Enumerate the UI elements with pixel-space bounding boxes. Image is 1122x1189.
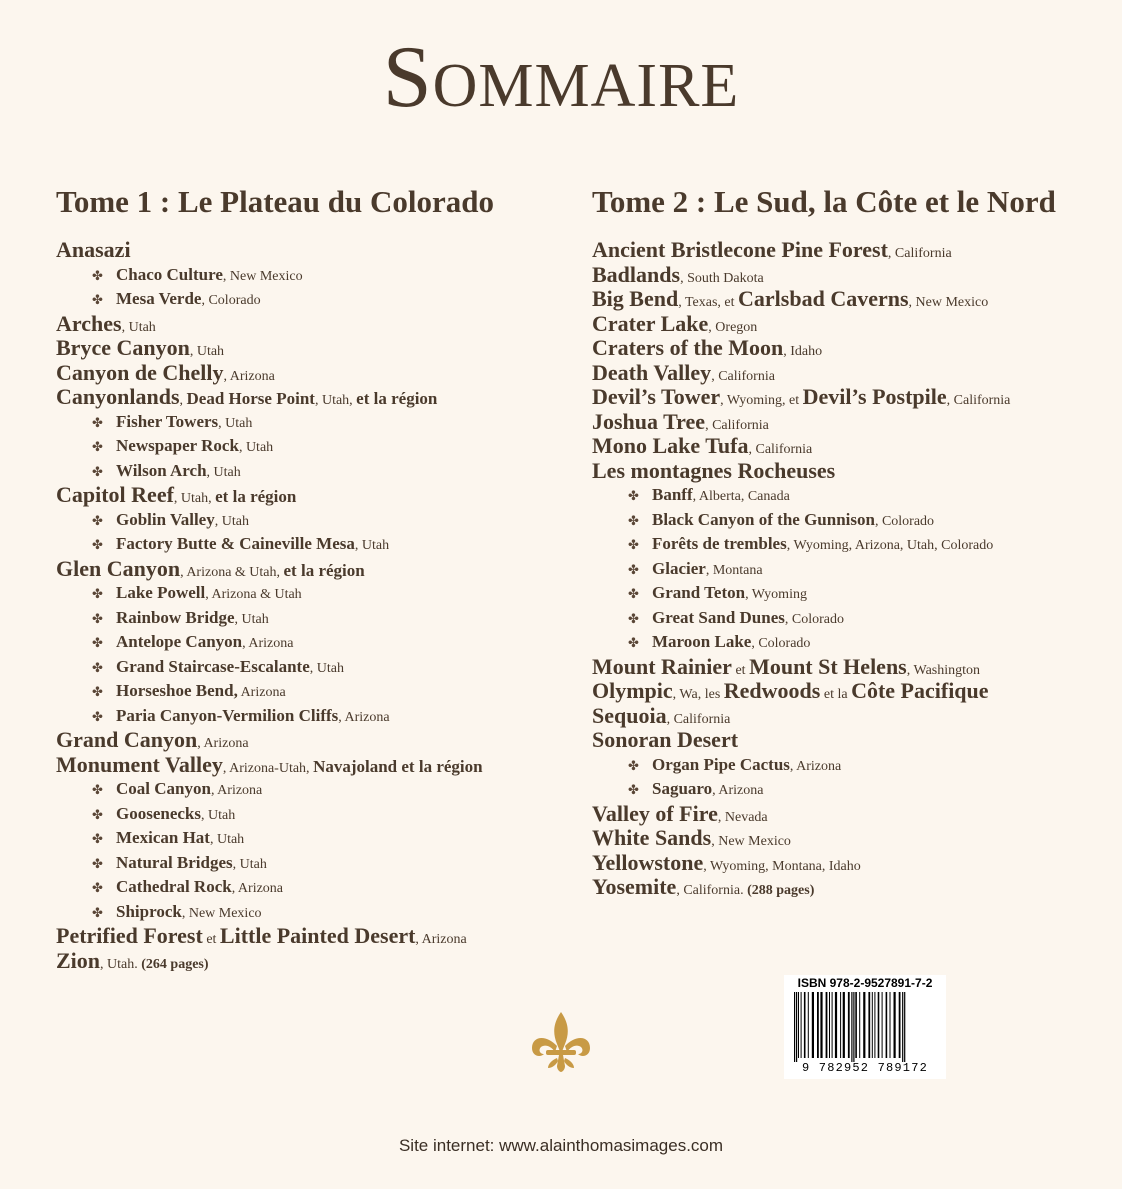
floral-bullet-icon: ✤ <box>92 685 103 700</box>
entry-name: Badlands <box>592 261 681 287</box>
entry-location: , Utah <box>214 513 249 529</box>
toc-subentry <box>592 532 1112 557</box>
entry-name: Cathedral Rock <box>116 877 232 896</box>
entry-emphasis: et la région <box>215 487 297 506</box>
toc-subentry <box>56 900 576 925</box>
entry-location: , South Dakota <box>680 270 764 286</box>
entry-location: , Utah <box>189 344 225 359</box>
entry-location: , Utah <box>354 538 390 553</box>
entry-name: Little Painted Desert <box>219 923 416 948</box>
entry-name: Natural Bridges <box>116 852 233 872</box>
entry-name: Banff <box>652 485 693 504</box>
floral-bullet-icon: ✤ <box>92 415 103 431</box>
entry-name: Great Sand Dunes <box>652 607 785 627</box>
entry-location: , California <box>705 417 769 433</box>
entry-location: , Arizona <box>231 881 284 896</box>
entry-emphasis: Navajoland et la région <box>313 756 483 776</box>
barcode-bar <box>902 992 903 1062</box>
entry-name: White Sands <box>592 825 712 850</box>
barcode-digits: 9 782952 789172 <box>801 1061 929 1075</box>
entry-name: Antelope Canyon <box>116 632 243 651</box>
toc-subentry <box>56 777 576 802</box>
floral-bullet-icon: ✤ <box>92 660 103 676</box>
entry-location: et <box>731 662 750 678</box>
entry-name: Redwoods <box>723 678 821 703</box>
floral-bullet-icon: ✤ <box>92 293 103 308</box>
toc-entry <box>56 238 576 263</box>
toc-entry <box>592 238 1112 263</box>
barcode-bar <box>829 992 830 1058</box>
floral-bullet-icon: ✤ <box>628 562 639 578</box>
toc-entry <box>592 875 1112 900</box>
floral-bullet-icon: ✤ <box>628 611 639 627</box>
toc-entry <box>56 336 576 361</box>
entry-location: , Texas, et <box>678 295 739 310</box>
toc-subentry <box>56 532 576 557</box>
toc-entry <box>56 385 576 410</box>
entry-location: , California <box>666 711 731 727</box>
entry-name: Glacier <box>652 558 706 578</box>
entry-location: , Arizona <box>415 932 467 947</box>
isbn-barcode-box <box>784 975 946 1079</box>
barcode-bar <box>853 992 854 1062</box>
barcode-bar <box>894 992 896 1058</box>
tome2-heading: Tome 2 : Le Sud, la Côte et le Nord <box>592 184 1056 219</box>
entry-location: , Wyoming <box>745 587 807 602</box>
entry-location: , Arizona <box>338 709 390 725</box>
entry-location: , New Mexico <box>711 834 791 849</box>
toc-entry <box>592 336 1112 361</box>
barcode-bar <box>812 992 814 1058</box>
toc-entry <box>56 753 576 778</box>
entry-location: , California <box>946 393 1011 408</box>
barcode-bar <box>820 992 822 1058</box>
entry-location: et la <box>820 687 852 702</box>
toc-subentry <box>56 410 576 435</box>
toc-subentry <box>56 581 576 606</box>
entry-emphasis: et la région <box>283 560 365 580</box>
floral-bullet-icon: ✤ <box>628 538 639 553</box>
floral-bullet-icon: ✤ <box>92 464 103 480</box>
entry-name: Death Valley <box>592 359 712 385</box>
entry-location: , Wyoming, Montana, Idaho <box>703 858 861 874</box>
barcode-bar <box>886 992 888 1058</box>
tome2-list <box>592 238 1112 900</box>
barcode-bar <box>851 992 852 1062</box>
entry-location: , Alberta, Canada <box>692 489 790 504</box>
toc-subentry <box>592 557 1112 582</box>
entry-name: Mexican Hat <box>116 828 210 847</box>
toc-subentry <box>592 777 1112 802</box>
entry-location: , Wyoming, Arizona, Utah, Colorado <box>786 538 994 553</box>
toc-entry <box>592 851 1112 876</box>
toc-subentry <box>56 434 576 459</box>
entry-name: Zion <box>56 947 101 973</box>
isbn-label: ISBN 978-2-9527891-7-2 <box>797 976 933 990</box>
entry-name: Mount Rainier <box>592 653 732 679</box>
floral-bullet-icon: ✤ <box>92 587 103 602</box>
toc-entry <box>592 385 1112 410</box>
toc-subentry <box>56 679 576 704</box>
toc-entry <box>592 655 1112 680</box>
entry-name: Craters of the Moon <box>592 335 784 360</box>
entry-location: , Arizona <box>242 636 294 651</box>
toc-subentry <box>56 606 576 631</box>
footer-website: Site internet: www.alainthomasimages.com <box>398 1136 724 1155</box>
toc-entry <box>592 434 1112 459</box>
barcode-bar <box>863 992 865 1058</box>
toc-entry <box>592 728 1112 753</box>
tome2-column <box>592 184 1112 900</box>
tome1-heading: Tome 1 : Le Plateau du Colorado <box>56 184 495 219</box>
barcode-bar <box>840 992 841 1058</box>
entry-name: Factory Butte & Caineville Mesa <box>116 534 355 553</box>
toc-entry <box>56 728 576 753</box>
entry-location: , Arizona <box>197 736 249 751</box>
floral-bullet-icon: ✤ <box>92 538 103 553</box>
toc-subentry <box>56 459 576 484</box>
entry-location: , Utah. <box>100 956 142 972</box>
toc-subentry <box>592 753 1112 778</box>
toc-subentry <box>56 875 576 900</box>
toc-entry <box>592 287 1112 312</box>
entry-name: Côte Pacifique <box>851 678 989 703</box>
entry-location: , Arizona & Utah, <box>180 564 284 580</box>
entry-name: Anasazi <box>56 237 131 262</box>
barcode-bar <box>848 992 850 1058</box>
entry-name: Glen Canyon <box>56 555 181 581</box>
entry-name: Canyon de Chelly <box>56 359 224 385</box>
entry-name: Goblin Valley <box>116 509 215 529</box>
barcode-bar <box>868 992 870 1058</box>
toc-entry <box>592 704 1112 729</box>
entry-name: Grand Teton <box>652 583 746 602</box>
toc-subentry <box>592 483 1112 508</box>
entry-name: Joshua Tree <box>592 408 706 434</box>
entry-name: Devil’s Postpile <box>802 384 947 409</box>
entry-name: Goosenecks <box>116 803 201 823</box>
entry-name: Canyonlands <box>56 384 180 409</box>
entry-name: Black Canyon of the Gunnison <box>652 509 875 529</box>
entry-location: , <box>179 393 187 408</box>
entry-name: Valley of Fire <box>592 800 718 826</box>
entry-location: , Utah <box>206 464 241 480</box>
toc-entry <box>592 410 1112 435</box>
tome1-list <box>56 238 576 973</box>
entry-name: Grand Canyon <box>56 727 198 752</box>
toc-entry <box>56 924 576 949</box>
toc-subentry <box>592 508 1112 533</box>
entry-name: Bryce Canyon <box>56 335 190 360</box>
entry-name: Monument Valley <box>56 751 223 777</box>
entry-name: Grand Staircase-Escalante <box>116 656 310 676</box>
toc-subentry <box>56 704 576 729</box>
entry-location: , Idaho <box>783 344 823 359</box>
entry-name: Coal Canyon <box>116 779 211 798</box>
entry-location: , Utah <box>121 319 156 335</box>
entry-location: , Oregon <box>708 319 758 335</box>
barcode-bar <box>874 992 875 1058</box>
floral-bullet-icon: ✤ <box>92 440 103 455</box>
entry-name: Saguaro <box>652 779 713 798</box>
floral-bullet-icon: ✤ <box>92 611 103 627</box>
entry-location: , California <box>711 368 775 384</box>
toc-subentry <box>56 630 576 655</box>
floral-bullet-icon: ✤ <box>628 513 639 529</box>
entry-location: , Colorado <box>784 611 844 627</box>
toc-subentry <box>592 581 1112 606</box>
barcode-bar <box>817 992 819 1058</box>
floral-bullet-icon: ✤ <box>92 832 103 847</box>
floral-bullet-icon: ✤ <box>628 783 639 798</box>
entry-location: , Montana <box>705 562 763 578</box>
entry-location: , Arizona <box>712 783 764 798</box>
toc-subentry <box>56 263 576 288</box>
barcode-bar <box>801 992 802 1058</box>
entry-name: Ancient Bristlecone Pine Forest <box>592 237 888 262</box>
entry-name: Rainbow Bridge <box>116 607 235 627</box>
toc-subentry <box>56 826 576 851</box>
entry-name: Olympic <box>592 678 673 703</box>
toc-entry <box>56 312 576 337</box>
toc-entry <box>592 826 1112 851</box>
entry-location: , Utah <box>218 415 253 431</box>
entry-location: , Utah, <box>314 393 357 408</box>
entry-location: , Utah <box>238 440 274 455</box>
entry-location: , Utah <box>309 660 344 676</box>
toc-entry <box>592 802 1112 827</box>
toc-subentry <box>56 508 576 533</box>
entry-location: , Colorado <box>874 513 935 529</box>
entry-name: Lake Powell <box>116 583 206 602</box>
floral-bullet-icon: ✤ <box>92 636 103 651</box>
entry-name: Arches <box>56 310 122 336</box>
entry-name: Sonoran Desert <box>592 727 739 752</box>
entry-name: Crater Lake <box>592 310 709 336</box>
barcode-bar <box>808 992 809 1058</box>
floral-bullet-icon: ✤ <box>92 709 103 725</box>
entry-name: Sequoia <box>592 702 667 728</box>
barcode-bar <box>796 992 797 1062</box>
entry-name: Wilson Arch <box>116 460 207 480</box>
toc-entry <box>592 679 1112 704</box>
toc-entry <box>56 557 576 582</box>
barcode-bar <box>835 992 837 1058</box>
entry-location: , Colorado <box>751 636 811 651</box>
barcode-bar <box>843 992 845 1058</box>
tome1-column <box>56 184 576 973</box>
barcode-bar <box>899 992 901 1058</box>
entry-name: Chaco Culture <box>116 264 223 284</box>
floral-bullet-icon: ✤ <box>92 807 103 823</box>
entry-name: Shiprock <box>116 901 182 921</box>
barcode-bar <box>904 992 905 1062</box>
entry-name: Capitol Reef <box>56 482 174 507</box>
toc-entry <box>592 312 1112 337</box>
entry-location: , New Mexico <box>908 295 989 310</box>
entry-name: Paria Canyon-Vermilion Cliffs <box>116 705 339 725</box>
entry-emphasis: et la région <box>356 389 438 408</box>
barcode-bar <box>826 992 828 1058</box>
floral-bullet-icon: ✤ <box>628 587 639 602</box>
barcode-bar <box>890 992 891 1058</box>
entry-location: , California. <box>676 883 748 898</box>
toc-entry <box>56 949 576 974</box>
toc-subentry <box>592 630 1112 655</box>
page-count: (264 pages) <box>141 956 209 972</box>
toc-subentry <box>56 655 576 680</box>
entry-location: , Arizona <box>789 758 842 774</box>
entry-location: , New Mexico <box>222 268 303 284</box>
entry-location: , Utah <box>234 611 269 627</box>
barcode-bar <box>859 992 860 1058</box>
barcode-bar <box>832 992 833 1058</box>
entry-location: , Colorado <box>201 293 261 308</box>
floral-bullet-icon: ✤ <box>628 636 639 651</box>
barcode-icon <box>792 992 938 1062</box>
floral-bullet-icon: ✤ <box>92 905 103 921</box>
entry-name: Mount St Helens <box>749 653 907 679</box>
floral-bullet-icon: ✤ <box>92 268 103 284</box>
floral-bullet-icon: ✤ <box>92 856 103 872</box>
toc-subentry <box>56 851 576 876</box>
barcode-bar <box>872 992 873 1058</box>
entry-name: Organ Pipe Cactus <box>652 754 790 774</box>
toc-subentry <box>56 802 576 827</box>
entry-name: Mono Lake Tufa <box>592 433 749 458</box>
entry-name: Newspaper Rock <box>116 436 239 455</box>
entry-location: , Arizona <box>210 783 263 798</box>
entry-location: , Wa, les <box>672 687 724 702</box>
entry-location: , Washington <box>906 662 981 678</box>
entry-name: Carlsbad Caverns <box>738 286 909 311</box>
entry-location: , Wyoming, et <box>720 393 803 408</box>
entry-name: Horseshoe Bend, <box>116 681 238 700</box>
page-count: (288 pages) <box>747 883 815 898</box>
entry-name: Petrified Forest <box>56 923 203 948</box>
barcode-bar <box>855 992 857 1058</box>
entry-emphasis: Dead Horse Point <box>186 389 315 408</box>
entry-location: et <box>202 932 220 947</box>
entry-location: , Utah <box>201 807 236 823</box>
fleur-de-lis-icon <box>526 1010 596 1074</box>
entry-location: , Nevada <box>717 809 768 825</box>
floral-bullet-icon: ✤ <box>628 758 639 774</box>
entry-name: Big Bend <box>592 286 679 311</box>
toc-subentry <box>592 606 1112 631</box>
toc-subentry <box>56 287 576 312</box>
barcode-bar <box>794 992 795 1062</box>
floral-bullet-icon: ✤ <box>92 881 103 896</box>
page-title: Sommaire <box>382 29 740 126</box>
entry-location: , New Mexico <box>181 905 262 921</box>
barcode-bar <box>878 992 880 1058</box>
entry-location: , Utah <box>232 856 267 872</box>
entry-name: Yellowstone <box>592 849 704 875</box>
entry-location: , Utah <box>209 832 245 847</box>
floral-bullet-icon: ✤ <box>628 489 639 504</box>
barcode-bar <box>882 992 883 1058</box>
entry-location: Arizona <box>237 685 286 700</box>
toc-entry <box>56 483 576 508</box>
entry-name: Les montagnes Rocheuses <box>592 457 836 483</box>
toc-entry <box>592 263 1112 288</box>
barcode-bar <box>798 992 799 1058</box>
entry-location: , California <box>748 442 813 457</box>
toc-entry <box>592 361 1112 386</box>
entry-name: Maroon Lake <box>652 632 752 651</box>
toc-entry <box>56 361 576 386</box>
entry-location: , Arizona & Utah <box>205 587 302 602</box>
entry-location: , Utah, <box>173 491 216 506</box>
entry-location: , Arizona-Utah, <box>222 760 314 776</box>
entry-name: Mesa Verde <box>116 289 202 308</box>
entry-name: Yosemite <box>592 874 677 899</box>
entry-location: , California <box>887 246 952 261</box>
toc-entry <box>592 459 1112 484</box>
entry-location: , Arizona <box>223 368 275 384</box>
floral-bullet-icon: ✤ <box>92 513 103 529</box>
entry-name: Fisher Towers <box>116 411 219 431</box>
entry-name: Forêts de trembles <box>652 534 787 553</box>
floral-bullet-icon: ✤ <box>92 783 103 798</box>
barcode-bar <box>804 992 806 1058</box>
entry-name: Devil’s Tower <box>592 384 721 409</box>
